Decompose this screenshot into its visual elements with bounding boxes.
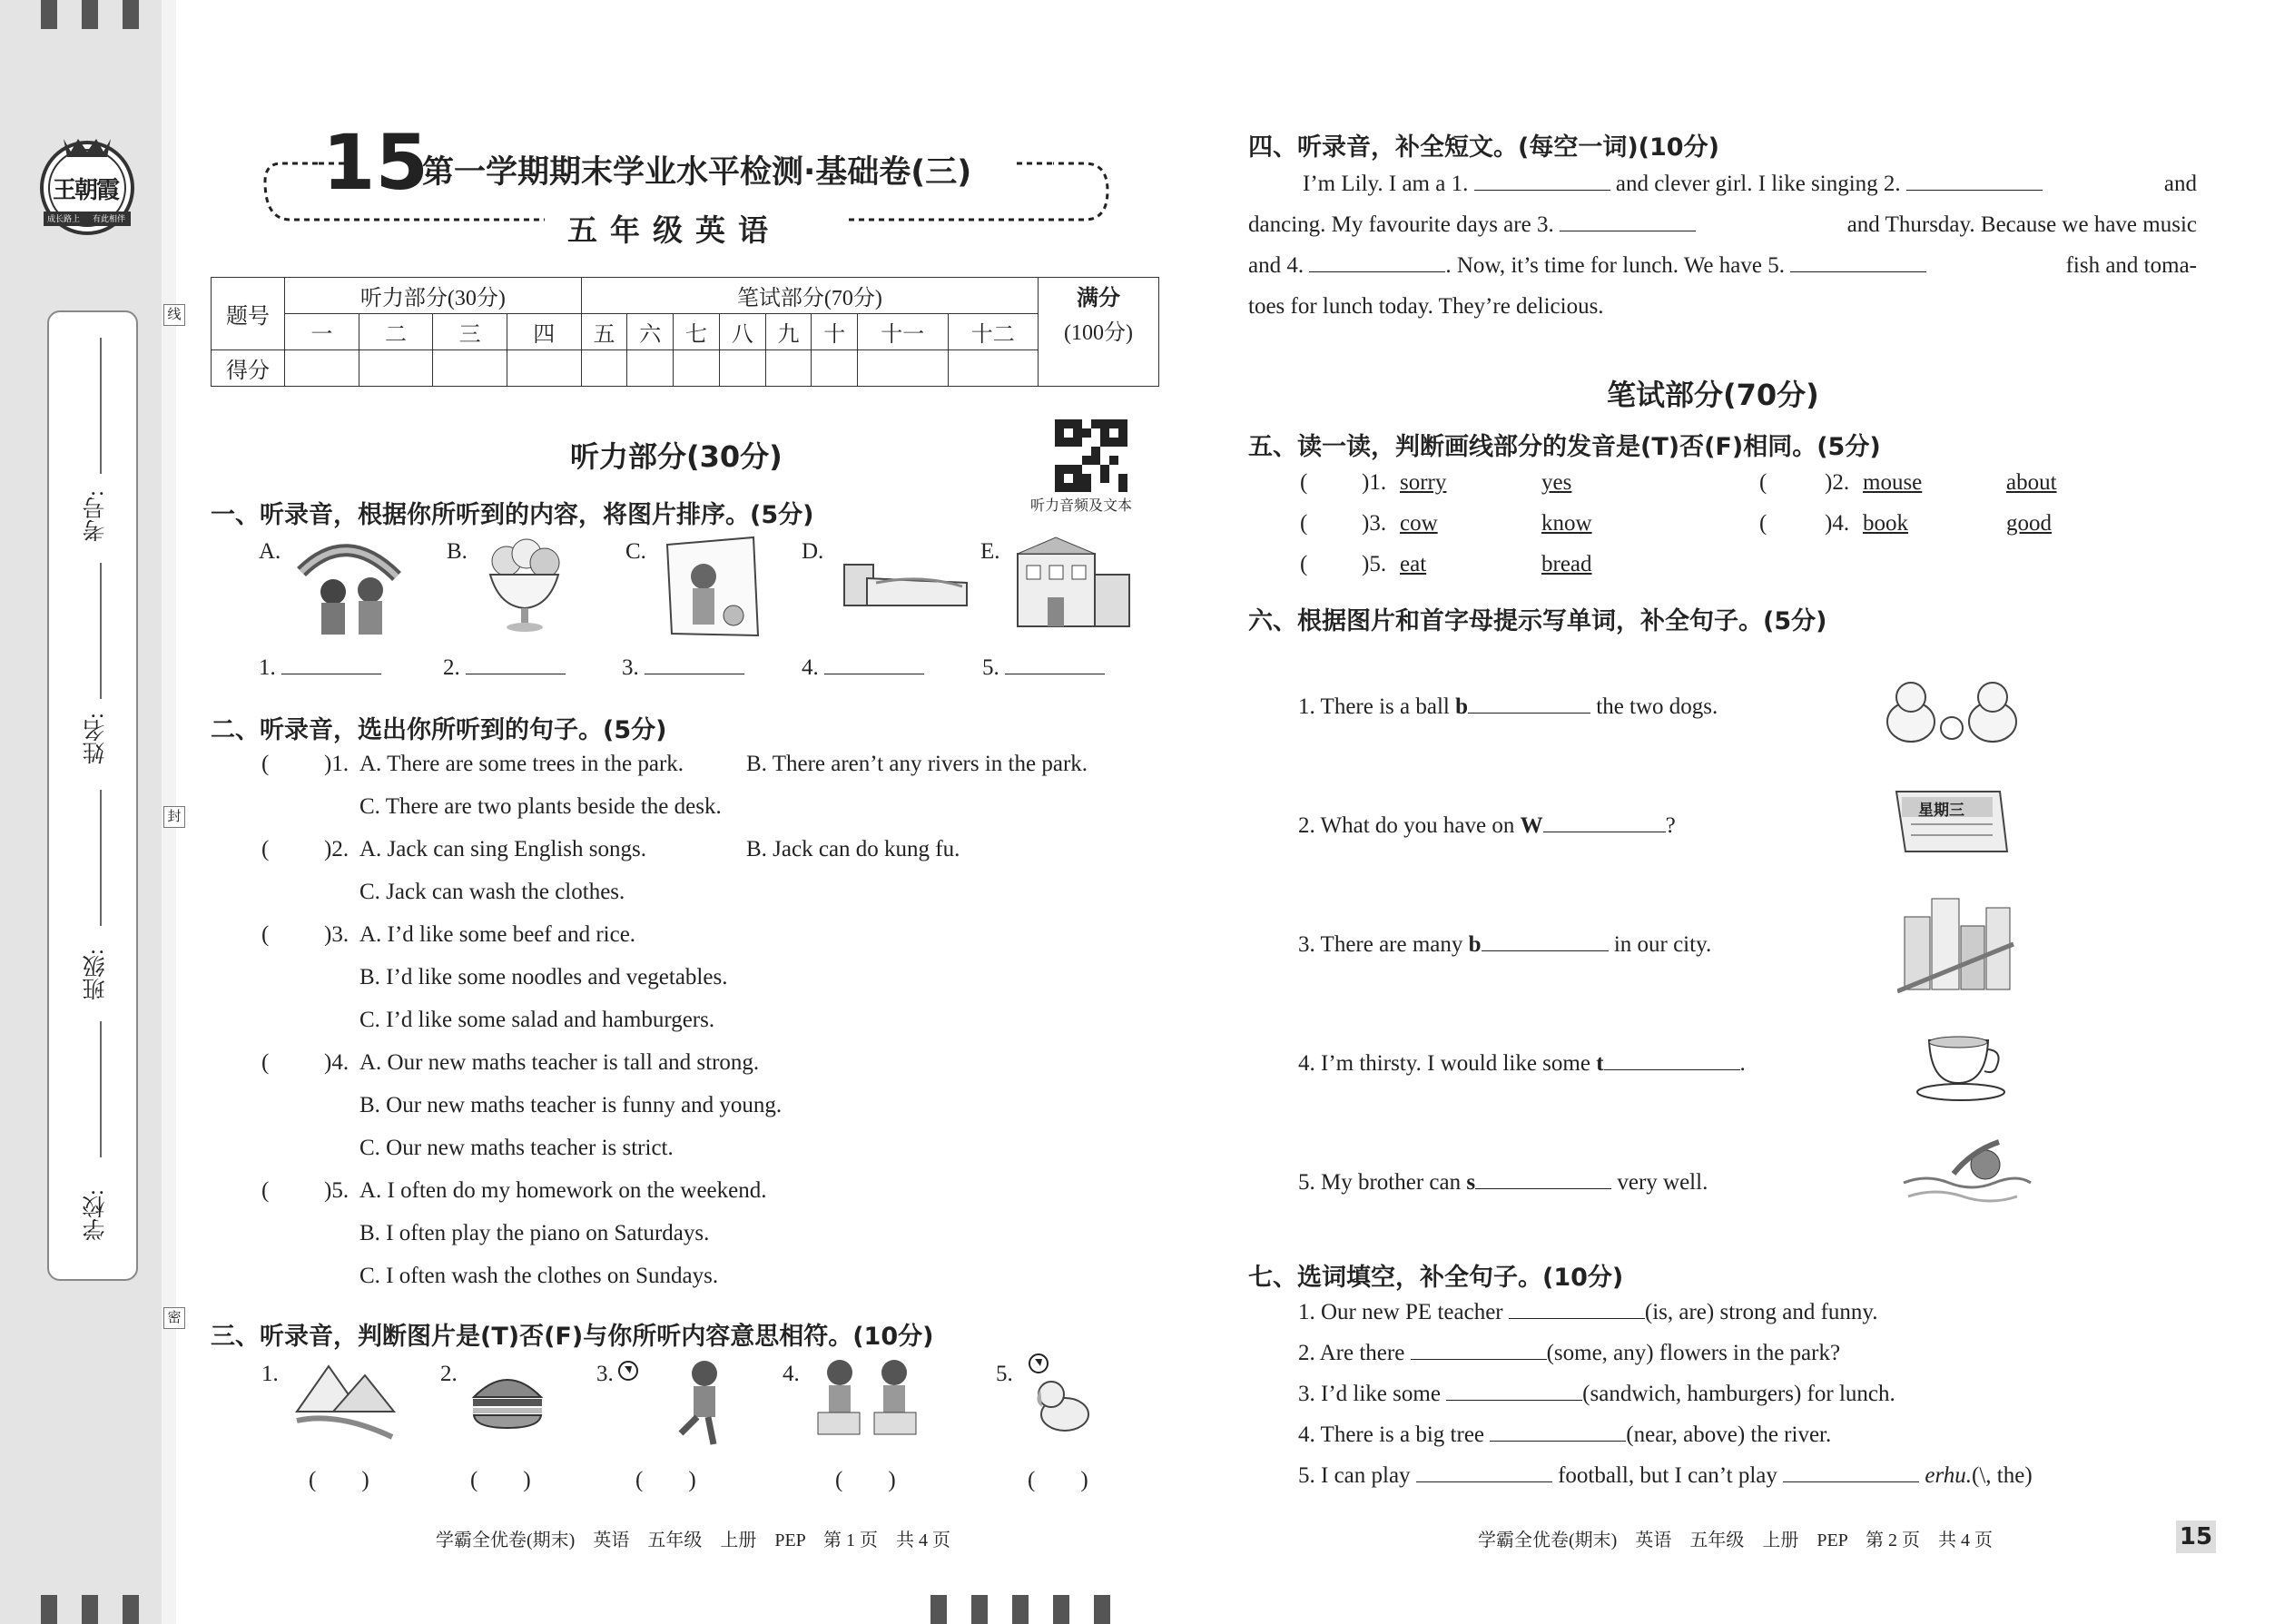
picture-number: 1.: [261, 1362, 279, 1386]
word-2: bread: [1541, 552, 1592, 576]
section2-title: 二、听录音，选出你所听到的句子。(5分): [211, 716, 667, 744]
choice-a: A. Our new maths teacher is tall and strong.: [359, 1050, 760, 1075]
score-cell[interactable]: [507, 350, 581, 387]
col-num: 三: [433, 314, 507, 350]
cut-mark-2: 封: [163, 806, 185, 828]
col-num: 六: [627, 314, 674, 350]
fill-item-1: 1. There is a ball b the two dogs.: [1298, 694, 1718, 719]
choice-a: A. Jack can sing English songs.: [359, 837, 646, 861]
choice-a: A. I’d like some beef and rice.: [359, 922, 636, 947]
section6-title: 六、根据图片和首字母提示写单词，补全句子。(5分): [1248, 607, 1827, 635]
section3-title: 三、听录音，判断图片是(T)否(F)与你所听内容意思相符。(10分): [211, 1323, 934, 1351]
answer-bracket[interactable]: (: [261, 752, 270, 776]
option-letter: E.: [980, 539, 1000, 564]
word-2: know: [1541, 511, 1592, 536]
option-letter: C.: [625, 539, 646, 564]
tf-bracket[interactable]: ( ): [470, 1468, 531, 1492]
logo-band-right: 有此相伴: [93, 214, 126, 223]
score-cell[interactable]: [285, 350, 359, 387]
order-answer-3[interactable]: 3.: [622, 655, 744, 681]
col-num: 八: [719, 314, 765, 350]
choice-fill-1: 1. Our new PE teacher (is, are) strong and funny.: [1298, 1300, 1878, 1324]
picture-number: 4.: [783, 1362, 800, 1386]
tf-bracket[interactable]: (: [1300, 552, 1308, 576]
two-dogs-ball-picture: [1879, 672, 2024, 753]
fill-blank[interactable]: [1468, 713, 1590, 714]
brand-logo: [36, 132, 138, 241]
col-num: 二: [359, 314, 433, 350]
question-number: )5.: [1362, 552, 1387, 576]
fill-item-5: 5. My brother can s very well.: [1298, 1170, 1708, 1195]
fill-blank[interactable]: [1604, 1069, 1740, 1070]
fill-blank[interactable]: [1416, 1481, 1552, 1482]
col-num: 十: [812, 314, 858, 350]
order-answer-4[interactable]: 4.: [802, 655, 924, 681]
section5-title: 五、读一读，判断画线部分的发音是(T)否(F)相同。(5分): [1248, 433, 1881, 461]
tf-bracket[interactable]: ( ): [309, 1468, 369, 1492]
fill-item-2: 2. What do you have on W ?: [1298, 813, 1676, 838]
listening-title: 听力部分(30分): [570, 439, 783, 474]
option-letter: A.: [259, 539, 281, 564]
question-number: )4.: [1825, 511, 1850, 536]
choice-c: C. Our new maths teacher is strict.: [359, 1136, 674, 1160]
tf-bracket[interactable]: (: [1300, 470, 1308, 495]
choice-b: B. I’d like some noodles and vegetables.: [359, 965, 728, 989]
choice-b: B. There aren’t any rivers in the park.: [746, 752, 1088, 776]
tf-bracket[interactable]: (: [1759, 511, 1767, 536]
tf-bracket[interactable]: ( ): [835, 1468, 896, 1492]
score-cell[interactable]: [812, 350, 858, 387]
col-num: 十一: [858, 314, 948, 350]
score-cell[interactable]: [765, 350, 812, 387]
word-2: good: [2006, 511, 2052, 536]
paper-subtitle: 五年级英语: [567, 212, 781, 248]
choice-c: C. Jack can wash the clothes.: [359, 880, 625, 904]
answer-bracket[interactable]: (: [261, 837, 270, 861]
word-1: cow: [1400, 511, 1438, 536]
logo-band-left: 成长路上: [47, 214, 81, 223]
fill-blank[interactable]: [1475, 1188, 1611, 1189]
boy-kicking-ball-picture: [617, 1357, 726, 1448]
question-number: )3.: [1362, 511, 1387, 536]
writing-header: 笔试部分(70分): [581, 278, 1038, 314]
cut-mark-3: 密: [163, 1307, 185, 1329]
option-letter: D.: [802, 539, 824, 564]
word-2: about: [2006, 470, 2057, 495]
bed-picture: [840, 556, 971, 617]
full-score-label: 满分: [1039, 278, 1159, 314]
fill-blank[interactable]: [1411, 1359, 1547, 1360]
fill-blank[interactable]: [1509, 1318, 1645, 1319]
fill-blank[interactable]: [1490, 1441, 1626, 1442]
col-num: 九: [765, 314, 812, 350]
swimming-boy-picture: [1899, 1133, 2035, 1215]
paper-title: 第一学期期末学业水平检测·基础卷(三): [422, 154, 972, 191]
order-answer-2[interactable]: 2.: [443, 655, 566, 681]
question-number: )1.: [324, 752, 350, 776]
choice-a: A. I often do my homework on the weekend.: [359, 1178, 767, 1203]
listening-header: 听力部分(30分): [285, 278, 582, 314]
footer-right: 学霸全优卷(期末) 英语 五年级 上册 PEP 第 2 页 共 4 页: [1478, 1530, 1994, 1550]
section4-title: 四、听录音，补全短文。(每空一词)(10分): [1248, 133, 1719, 162]
word-1: sorry: [1400, 470, 1447, 495]
cut-mark-1: 线: [163, 304, 185, 326]
passage: I’m Lily. I am a 1. and clever girl. I like singing 2. and dancing. My favourite days are 3. and Thursday. Because we have music and 4. . Now, it’s time for lunch. We have 5. fish and toma- toes for lunch today. They’re delicious.: [1248, 172, 2197, 319]
answer-bracket[interactable]: (: [261, 922, 270, 947]
word-1: eat: [1400, 552, 1427, 576]
tf-bracket[interactable]: (: [1759, 470, 1767, 495]
fill-blank[interactable]: [1446, 1400, 1582, 1401]
col-num: 十二: [948, 314, 1039, 350]
passage-blank-5[interactable]: [1790, 271, 1926, 272]
rainbow-kids-picture: [292, 536, 401, 637]
col-num: 七: [674, 314, 720, 350]
choice-fill-4: 4. There is a big tree (near, above) the river.: [1298, 1422, 1832, 1447]
picture-number: 3.: [596, 1362, 614, 1386]
girl-with-cat-picture: [663, 536, 763, 637]
choice-fill-2: 2. Are there (some, any) flowers in the park?: [1298, 1341, 1841, 1365]
tf-bracket[interactable]: (: [1300, 511, 1308, 536]
choice-fill-3: 3. I’d like some (sandwich, hamburgers) for lunch.: [1298, 1382, 1895, 1406]
section1-title: 一、听录音，根据你所听到的内容，将图片排序。(5分): [211, 501, 814, 529]
footer-left: 学霸全优卷(期末) 英语 五年级 上册 PEP 第 1 页 共 4 页: [436, 1530, 951, 1550]
exam-number-line[interactable]: [100, 338, 102, 474]
dog-with-ball-picture: [1024, 1353, 1101, 1448]
calendar-text: 星期三: [1918, 802, 1964, 819]
passage-blank-2[interactable]: [1906, 190, 2043, 191]
choice-c: C. I often wash the clothes on Sundays.: [359, 1264, 719, 1288]
full-score-value: (100分): [1039, 314, 1159, 387]
score-row-label: 得分: [212, 350, 285, 387]
col-num: 四: [507, 314, 581, 350]
class-line[interactable]: [100, 1021, 102, 1157]
score-cell[interactable]: [674, 350, 720, 387]
score-cell[interactable]: [433, 350, 507, 387]
col-num: 一: [285, 314, 359, 350]
choice-b: B. Our new maths teacher is funny and young.: [359, 1093, 783, 1117]
name-label: 姓名:: [84, 713, 108, 764]
section7-title: 七、选词填空，补全句子。(10分): [1248, 1264, 1624, 1292]
question-number: )5.: [324, 1178, 350, 1203]
exam-number-label: 考号:: [84, 490, 108, 542]
score-cell[interactable]: [627, 350, 674, 387]
page-number-badge: 15: [2176, 1521, 2216, 1553]
ice-cream-picture: [481, 534, 567, 634]
picture-number: 5.: [996, 1362, 1013, 1386]
cup-of-tea-picture: [1915, 1024, 2011, 1106]
paper-number: 15: [322, 118, 428, 207]
fill-item-3: 3. There are many b in our city.: [1298, 932, 1712, 957]
score-cell[interactable]: [359, 350, 433, 387]
answer-bracket[interactable]: (: [261, 1178, 270, 1203]
choice-c: C. There are two plants beside the desk.: [359, 794, 722, 819]
question-number: )2.: [1825, 470, 1850, 495]
order-answer-1[interactable]: 1.: [259, 655, 381, 681]
calendar-picture: [1893, 788, 2011, 856]
score-cell[interactable]: [719, 350, 765, 387]
question-number: )1.: [1362, 470, 1387, 495]
writing-title: 笔试部分(70分): [1607, 378, 1819, 412]
name-line[interactable]: [100, 790, 102, 926]
score-cell[interactable]: [858, 350, 948, 387]
question-number: )3.: [324, 922, 350, 947]
word-1: mouse: [1863, 470, 1923, 495]
question-number: )2.: [324, 837, 350, 861]
score-cell[interactable]: [948, 350, 1039, 387]
score-table: [211, 277, 1159, 387]
option-letter: B.: [447, 539, 468, 564]
tf-bracket[interactable]: ( ): [635, 1468, 696, 1492]
word-2: yes: [1541, 470, 1572, 495]
qr-code-icon[interactable]: [1055, 419, 1127, 492]
city-buildings-picture: [1897, 890, 2015, 994]
passage-blank-1[interactable]: [1474, 190, 1610, 191]
choice-b: B. I often play the piano on Saturdays.: [359, 1221, 710, 1245]
score-cell[interactable]: [581, 350, 627, 387]
picture-number: 2.: [440, 1362, 458, 1386]
answer-bracket[interactable]: (: [261, 1050, 270, 1075]
question-number: )4.: [324, 1050, 350, 1075]
fill-blank[interactable]: [1482, 950, 1609, 951]
house-picture: [1013, 534, 1133, 635]
tf-bracket[interactable]: ( ): [1028, 1468, 1088, 1492]
qr-caption: 听力音频及文本: [1030, 498, 1133, 514]
word-1: book: [1863, 511, 1908, 536]
logo-text: 王朝霞: [53, 177, 119, 204]
kids-washing-clothes-picture: [811, 1353, 924, 1443]
col-num: 五: [581, 314, 627, 350]
river-landscape-picture: [292, 1357, 397, 1443]
choice-b: B. Jack can do kung fu.: [746, 837, 960, 861]
class-label: 班级:: [84, 949, 108, 1000]
passage-blank-4[interactable]: [1309, 271, 1445, 272]
choice-c: C. I’d like some salad and hamburgers.: [359, 1008, 715, 1032]
hamburger-picture: [470, 1366, 545, 1432]
choice-a: A. There are some trees in the park.: [359, 752, 684, 776]
order-answer-5[interactable]: 5.: [982, 655, 1105, 681]
fill-item-4: 4. I’m thirsty. I would like some t .: [1298, 1051, 1746, 1076]
fill-blank[interactable]: [1783, 1481, 1919, 1482]
student-info-box: [47, 310, 138, 1281]
score-table-header: 题号: [212, 278, 285, 350]
choice-fill-5: 5. I can play football, but I can’t play erhu.(\, the): [1298, 1463, 2033, 1488]
school-label: 学校:: [84, 1189, 108, 1241]
